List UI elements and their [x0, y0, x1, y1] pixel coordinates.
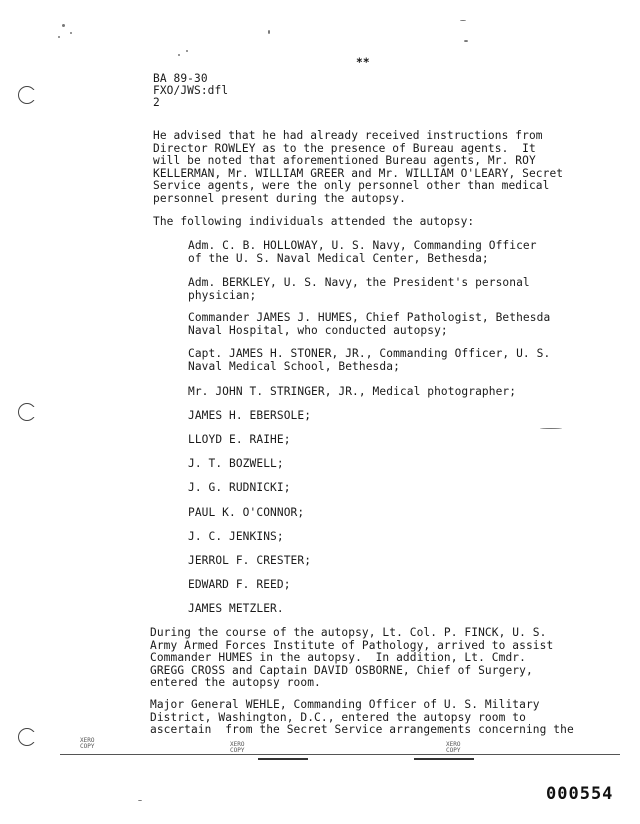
scan-speck — [268, 30, 270, 34]
attendee-line: Commander JAMES J. HUMES, Chief Pathologist, Bethesda — [188, 311, 551, 324]
binder-hole-middle — [18, 403, 36, 421]
paragraph-line: District, Washington, D.C., entered the autopsy room to — [150, 710, 526, 724]
top-mark: ** — [356, 56, 370, 69]
paragraph-line: Service agents, were the only personnel other than medical — [153, 179, 550, 192]
scan-speck — [178, 54, 180, 56]
copy-stamp-left: XERO COPY — [80, 737, 95, 750]
initials: FXO/JWS:dfl — [153, 84, 229, 97]
paragraph-line: will be noted that aforementioned Bureau agents, Mr. ROY — [153, 154, 536, 167]
paragraph-line: Army Armed Forces Institute of Pathology, arrived to assist — [150, 638, 554, 652]
paragraph-line: ascertain from the Secret Service arrangements concerning the — [150, 723, 574, 736]
attendee-line: physician; — [188, 288, 257, 302]
scan-speck — [58, 36, 60, 38]
binder-hole-top — [18, 86, 36, 104]
attendee-crester — [188, 555, 608, 568]
paragraph-wehle — [150, 699, 620, 737]
paragraph-line: Commander HUMES in the autopsy. In addition, Lt. Cmdr. — [150, 651, 526, 664]
bottom-rule-fragment — [414, 758, 474, 760]
paragraph-line: personnel present during the autopsy. — [153, 191, 406, 205]
attendee-line: JAMES METZLER. — [188, 602, 284, 615]
attendee-line: Naval Medical School, Bethesda; — [188, 359, 400, 373]
paragraph-line: KELLERMAN, Mr. WILLIAM GREER and Mr. WILLIAM O'LEARY, Secret — [153, 166, 564, 180]
copy-stamp-right: XERO COPY — [446, 741, 461, 754]
attendee-line: Naval Hospital, who conducted autopsy; — [188, 323, 448, 337]
bottom-rule-fragment — [258, 758, 308, 760]
attendee-line: Adm. C. B. HOLLOWAY, U. S. Navy, Commanding Officer — [188, 239, 537, 252]
paragraph-line: Major General WEHLE, Commanding Officer of U. S. Military — [150, 698, 540, 711]
attendee-ebersole — [188, 410, 608, 423]
attendee-line: Adm. BERKLEY, U. S. Navy, the President's personal — [188, 276, 530, 289]
attendee-line: Capt. JAMES H. STONER, JR., Commanding Officer, U. S. — [188, 347, 551, 360]
attendee-stringer — [188, 386, 608, 399]
attendee-line: J. T. BOZWELL; — [188, 457, 284, 470]
attendee-oconnor — [188, 507, 608, 520]
scan-speck — [464, 40, 468, 42]
attendee-line: of the U. S. Naval Medical Center, Bethesda; — [188, 251, 489, 265]
attendees-intro: The following individuals attended the autopsy: — [153, 215, 475, 228]
scan-speck — [186, 50, 188, 52]
attendee-jenkins — [188, 531, 608, 544]
attendee-line: LLOYD E. RAIHE; — [188, 433, 291, 446]
attendee-metzler — [188, 603, 608, 616]
paragraph-line: Director ROWLEY as to the presence of Bureau agents. It — [153, 141, 536, 155]
copy-stamp-middle: XERO COPY — [230, 741, 245, 754]
attendee-line: JERROL F. CRESTER; — [188, 554, 312, 567]
paragraph-advised — [153, 130, 603, 205]
scan-speck — [62, 24, 65, 27]
paragraph-line: entered the autopsy room. — [150, 676, 321, 689]
file-number: BA 89-30 — [153, 72, 208, 85]
attendee-berkley — [188, 277, 608, 302]
scan-speck — [70, 32, 72, 34]
attendee-line: JAMES H. EBERSOLE; — [188, 409, 312, 422]
attendee-bozwell — [188, 458, 608, 471]
attendee-reed — [188, 579, 608, 592]
attendee-line: J. G. RUDNICKI; — [188, 481, 291, 494]
attendee-line: J. C. JENKINS; — [188, 530, 284, 543]
paragraph-line: During the course of the autopsy, Lt. Col. P. FINCK, U. S. — [150, 626, 547, 639]
bottom-rule — [60, 754, 620, 755]
attendee-stoner — [188, 348, 608, 373]
document-number: 000554 — [546, 784, 614, 804]
attendee-line: PAUL K. O'CONNOR; — [188, 506, 305, 519]
page-indicator: 2 — [153, 96, 160, 109]
paragraph-line: He advised that he had already received instructions from — [153, 129, 543, 142]
attendee-humes — [188, 312, 608, 337]
scan-speck — [540, 428, 562, 429]
attendee-holloway — [188, 240, 608, 265]
paragraph-line: GREGG CROSS and Captain DAVID OSBORNE, Chief of Surgery, — [150, 663, 533, 677]
attendee-line: EDWARD F. REED; — [188, 578, 291, 591]
paragraph-finck — [150, 627, 600, 690]
scan-speck — [138, 800, 142, 801]
attendee-rudnicki — [188, 482, 608, 495]
binder-hole-bottom — [18, 728, 36, 746]
attendee-line: Mr. JOHN T. STRINGER, JR., Medical photographer; — [188, 385, 517, 398]
scan-speck — [460, 20, 466, 21]
attendee-raihe — [188, 434, 608, 447]
